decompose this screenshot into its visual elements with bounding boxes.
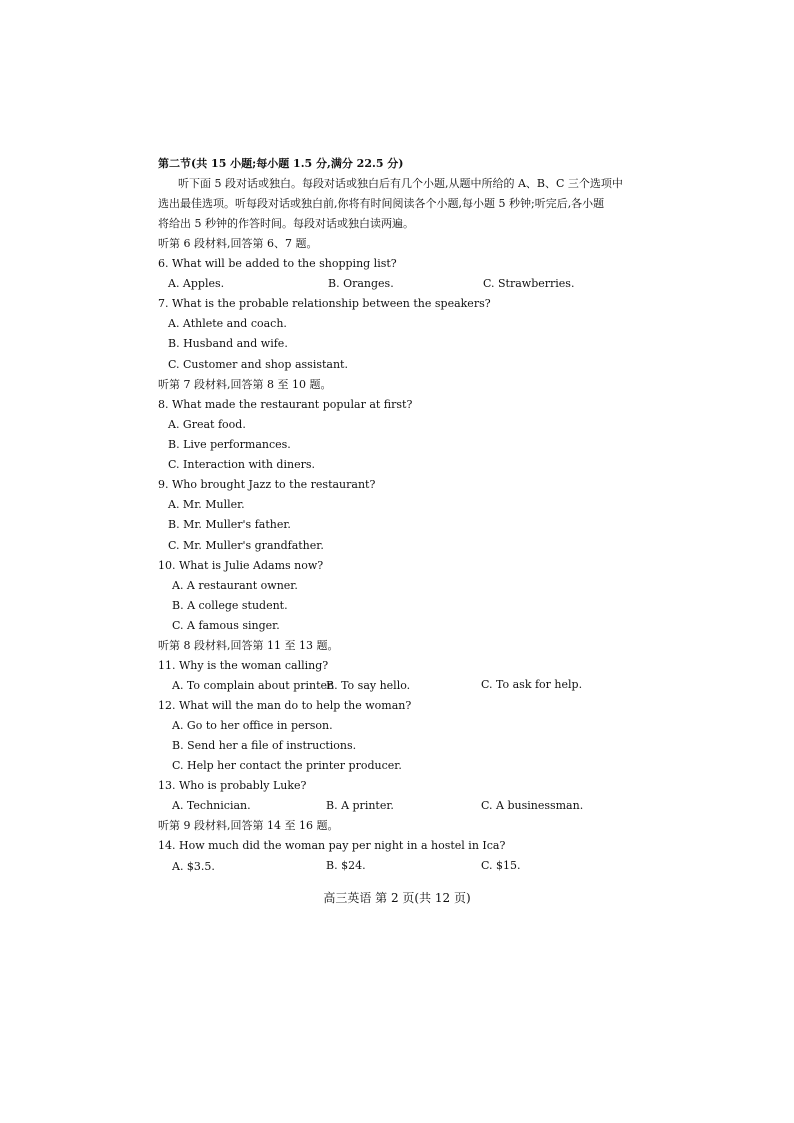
option-c: C. A famous singer. bbox=[172, 619, 280, 632]
option-b: B. To say hello. bbox=[326, 679, 411, 692]
group-heading: 听第 8 段材料,回答第 11 至 13 题。 bbox=[158, 639, 339, 652]
option-b: B. Live performances. bbox=[168, 438, 291, 451]
question-stem: 6. What will be added to the shopping list? bbox=[158, 257, 397, 270]
option-b: B. Mr. Muller's father. bbox=[168, 518, 291, 531]
option-a: A. Go to her office in person. bbox=[172, 719, 333, 732]
option-c: C. Interaction with diners. bbox=[168, 458, 315, 471]
question-stem: 11. Why is the woman calling? bbox=[158, 659, 329, 672]
group-heading: 听第 9 段材料,回答第 14 至 16 题。 bbox=[158, 819, 339, 832]
option-c: C. Mr. Muller's grandfather. bbox=[168, 539, 324, 552]
instructions-line-1: 听下面 5 段对话或独白。每段对话或独白后有几个小题,从题中所给的 A、B、C 三个选项中 bbox=[178, 177, 623, 190]
option-a: A. Mr. Muller. bbox=[168, 498, 245, 511]
option-a: A. Apples. bbox=[168, 277, 225, 290]
page-footer: 高三英语 第 2 页(共 12 页) bbox=[323, 891, 471, 905]
option-c: C. To ask for help. bbox=[481, 678, 583, 691]
option-c: C. Customer and shop assistant. bbox=[168, 358, 348, 371]
question-stem: 9. Who brought Jazz to the restaurant? bbox=[158, 478, 376, 491]
question-stem: 14. How much did the woman pay per night in a hostel in Ica? bbox=[158, 839, 506, 852]
instructions-line-2: 选出最佳选项。听每段对话或独白前,你将有时间阅读各个小题,每小题 5 秒钟;听完后,各小题 bbox=[158, 197, 605, 210]
option-a: A. Athlete and coach. bbox=[168, 317, 287, 330]
option-c: C. Help her contact the printer producer. bbox=[172, 759, 402, 772]
option-a: A. Technician. bbox=[172, 799, 251, 812]
group-heading: 听第 6 段材料,回答第 6、7 题。 bbox=[158, 237, 318, 250]
option-b: B. A printer. bbox=[326, 799, 394, 812]
option-b: B. Husband and wife. bbox=[168, 337, 288, 350]
section-title: 第二节(共 15 小题;每小题 1.5 分,满分 22.5 分) bbox=[158, 157, 404, 170]
option-a: A. A restaurant owner. bbox=[172, 579, 298, 592]
question-stem: 10. What is Julie Adams now? bbox=[158, 559, 324, 572]
question-stem: 13. Who is probably Luke? bbox=[158, 779, 307, 792]
option-c: C. $15. bbox=[481, 859, 521, 872]
option-c: C. Strawberries. bbox=[483, 277, 575, 290]
option-b: B. Send her a file of instructions. bbox=[172, 739, 357, 752]
option-b: B. Oranges. bbox=[328, 277, 394, 290]
instructions-line-3: 将给出 5 秒钟的作答时间。每段对话或独白读两遍。 bbox=[158, 217, 414, 230]
group-heading: 听第 7 段材料,回答第 8 至 10 题。 bbox=[158, 378, 332, 391]
option-b: B. $24. bbox=[326, 859, 366, 872]
option-a: A. $3.5. bbox=[172, 860, 215, 873]
question-stem: 8. What made the restaurant popular at first? bbox=[158, 398, 413, 411]
question-stem: 7. What is the probable relationship between the speakers? bbox=[158, 297, 491, 310]
option-c: C. A businessman. bbox=[481, 799, 584, 812]
option-a: A. Great food. bbox=[168, 418, 246, 431]
option-b: B. A college student. bbox=[172, 599, 288, 612]
question-stem: 12. What will the man do to help the woman? bbox=[158, 699, 412, 712]
option-a: A. To complain about printer. bbox=[172, 679, 335, 692]
